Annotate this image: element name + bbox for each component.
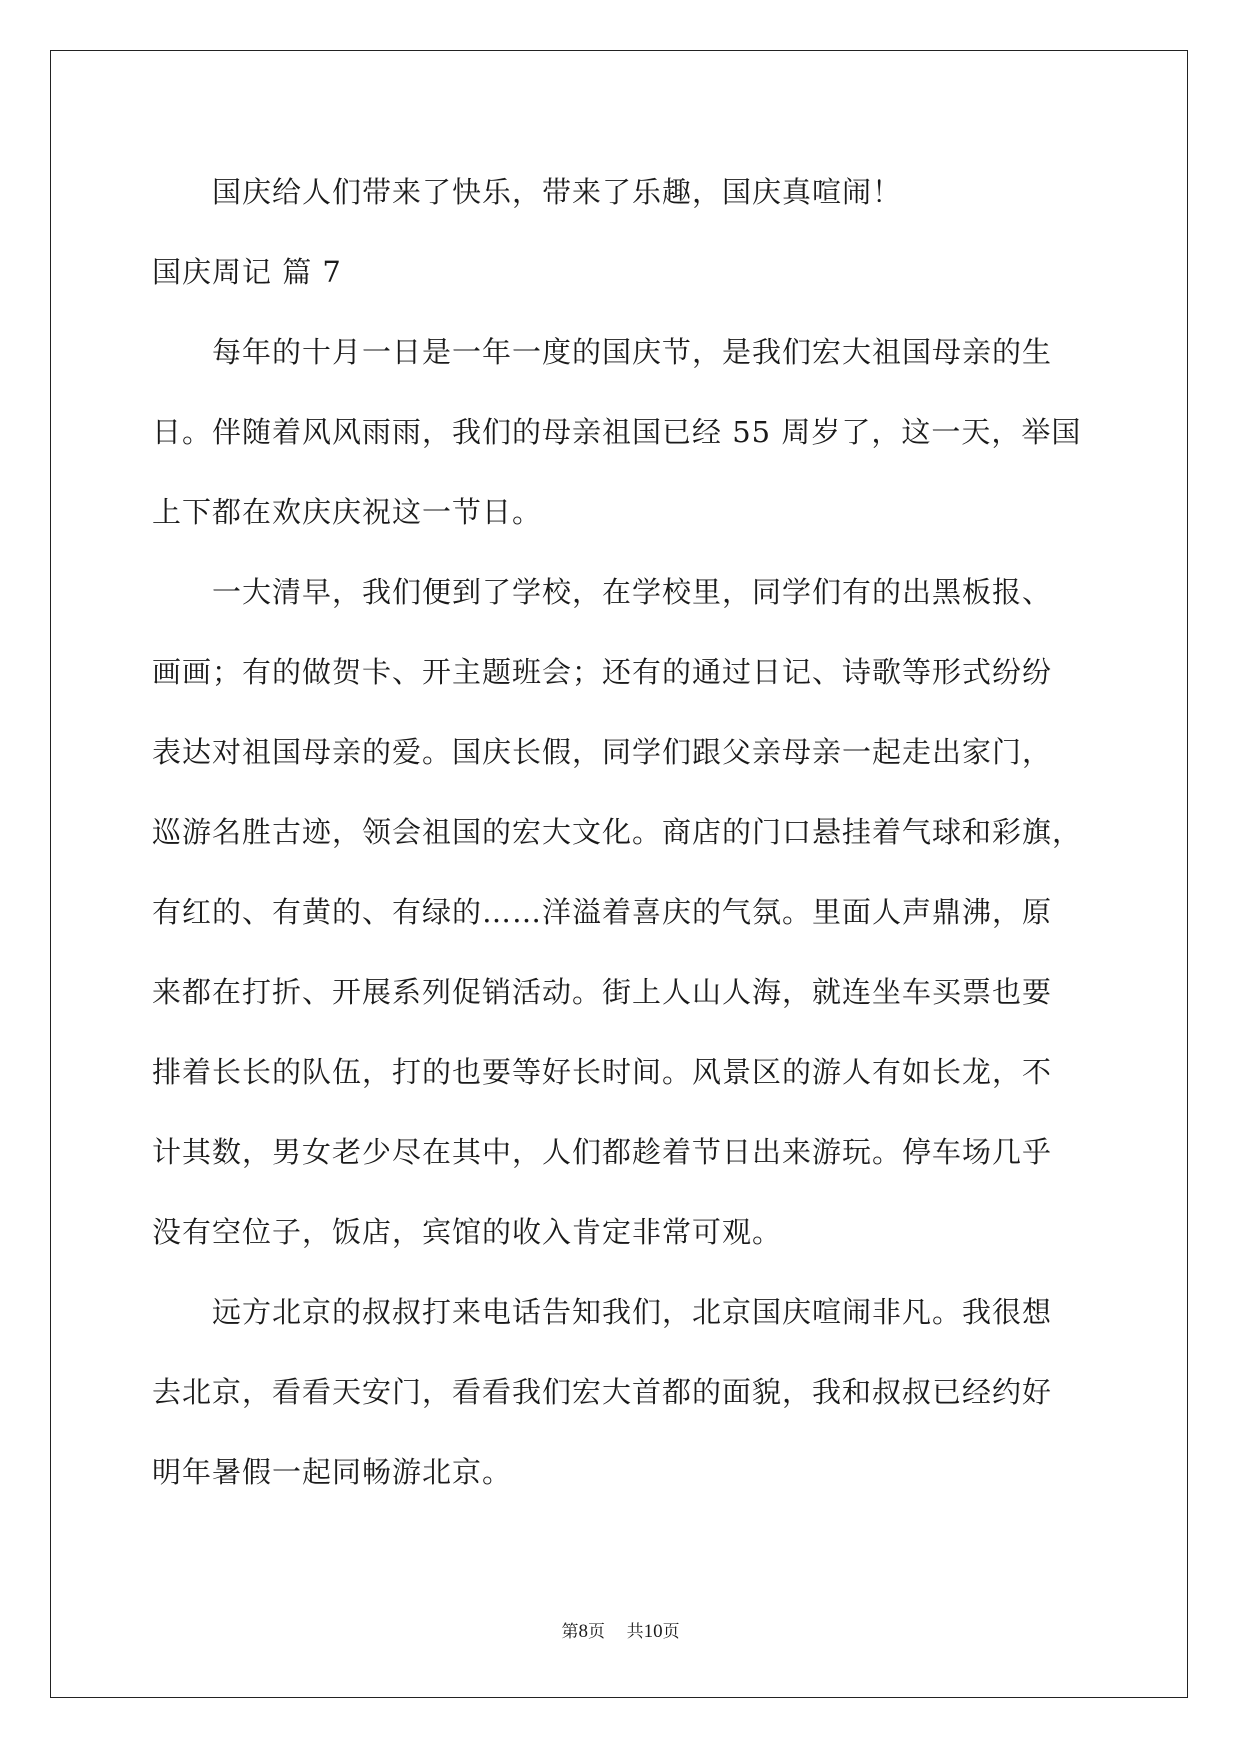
section-heading: 国庆周记 篇 7: [152, 255, 342, 289]
paragraph-line: 日。伴随着风风雨雨，我们的母亲祖国已经 55 周岁了，这一天，举国: [152, 415, 1082, 449]
paragraph-line: 没有空位子，饭店，宾馆的收入肯定非常可观。: [152, 1215, 783, 1249]
paragraph-line: 明年暑假一起同畅游北京。: [152, 1455, 513, 1489]
paragraph-line: 每年的十月一日是一年一度的国庆节，是我们宏大祖国母亲的生: [212, 335, 1053, 369]
total-prefix: 共: [626, 1622, 644, 1642]
paragraph-line: 有红的、有黄的、有绿的……洋溢着喜庆的气氛。里面人声鼎沸，原: [152, 895, 1053, 929]
paragraph-line: 上下都在欢庆庆祝这一节日。: [152, 495, 543, 529]
page-suffix: 页: [587, 1622, 605, 1642]
page-number: 8: [578, 1621, 588, 1642]
page-border: [50, 50, 1188, 1698]
paragraph-line: 一大清早，我们便到了学校，在学校里，同学们有的出黑板报、: [212, 575, 1053, 609]
paragraph-line: 排着长长的队伍，打的也要等好长时间。风景区的游人有如长龙，不: [152, 1055, 1053, 1089]
paragraph-line: 计其数，男女老少尽在其中，人们都趁着节日出来游玩。停车场几乎: [152, 1135, 1053, 1169]
page-prefix: 第: [561, 1622, 579, 1642]
paragraph-line: 远方北京的叔叔打来电话告知我们，北京国庆喧闹非凡。我很想: [212, 1295, 1053, 1329]
paragraph-line: 国庆给人们带来了快乐，带来了乐趣，国庆真喧闹！: [212, 175, 903, 209]
paragraph-line: 表达对祖国母亲的爱。国庆长假，同学们跟父亲母亲一起走出家门，: [152, 735, 1053, 769]
page-footer: [0, 1620, 1241, 1644]
total-pages: 10: [643, 1621, 663, 1642]
total-suffix: 页: [662, 1622, 680, 1642]
paragraph-line: 画画；有的做贺卡、开主题班会；还有的通过日记、诗歌等形式纷纷: [152, 655, 1053, 689]
paragraph-line: 去北京，看看天安门，看看我们宏大首都的面貌，我和叔叔已经约好: [152, 1375, 1053, 1409]
paragraph-line: 巡游名胜古迹，领会祖国的宏大文化。商店的门口悬挂着气球和彩旗，: [152, 815, 1083, 849]
paragraph-line: 来都在打折、开展系列促销活动。街上人山人海，就连坐车买票也要: [152, 975, 1053, 1009]
